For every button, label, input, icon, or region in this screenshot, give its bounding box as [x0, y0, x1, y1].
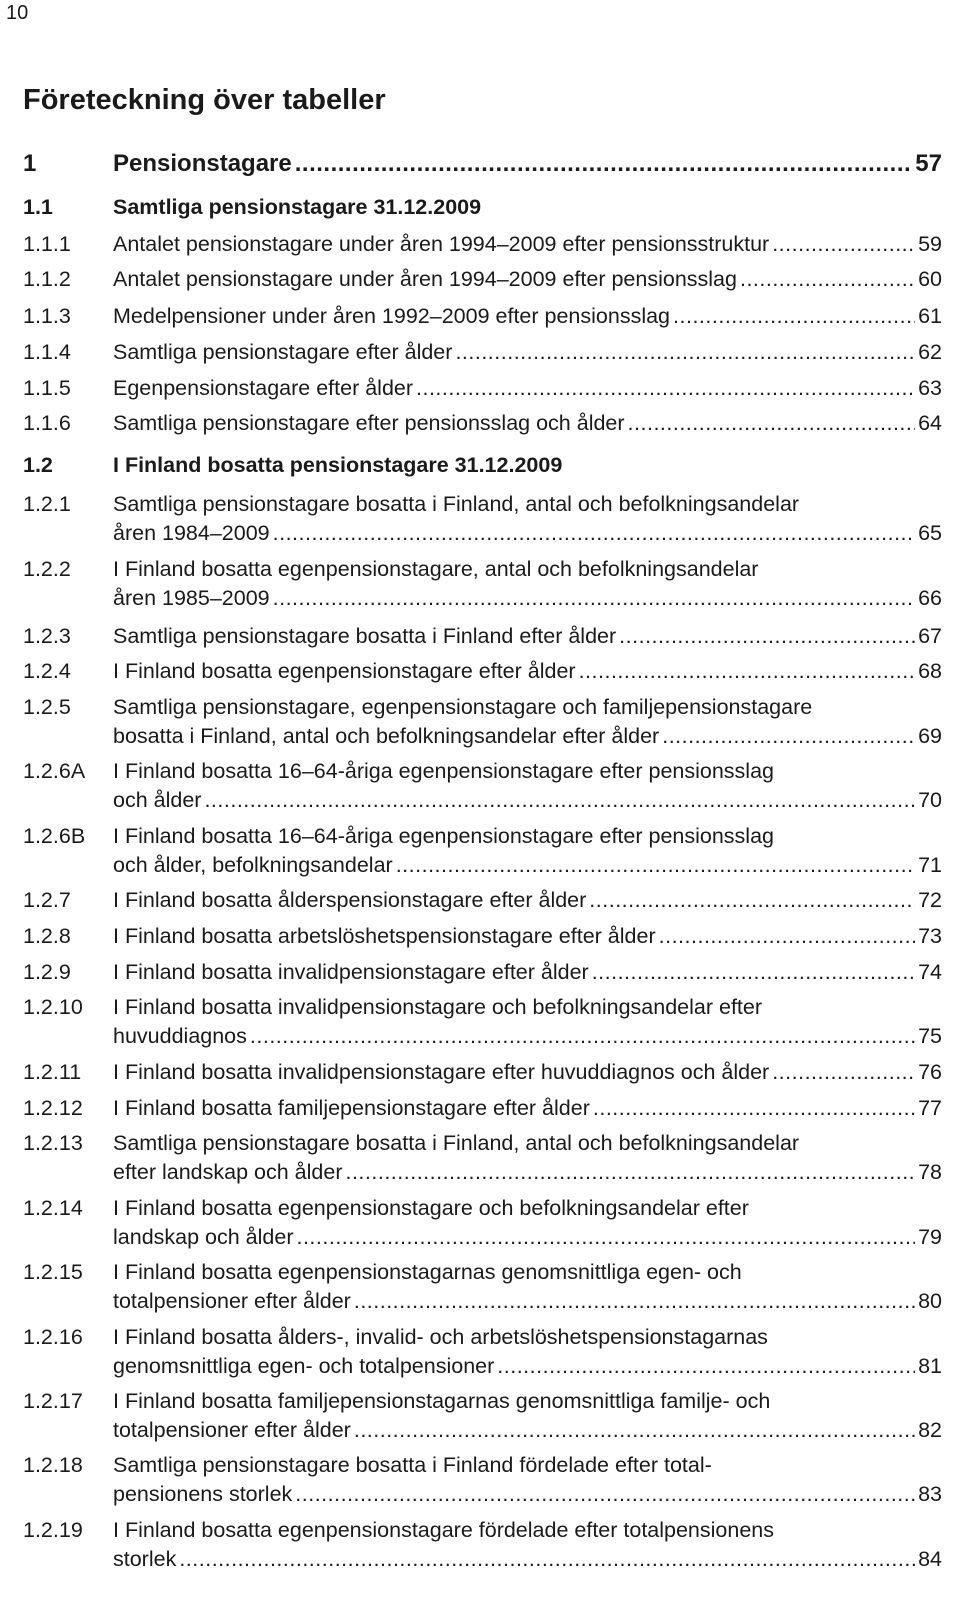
- page-title: Företeckning över tabeller: [23, 84, 386, 116]
- toc-entry-text: I Finland bosatta arbetslöshetspensionstagare efter ålder: [113, 924, 656, 948]
- dot-leader: [416, 374, 915, 403]
- dot-leader: [354, 1287, 915, 1316]
- toc-entry-text: Samtliga pensionstagare 31.12.2009: [113, 195, 482, 219]
- toc-entry-text: I Finland bosatta egenpensionstagarnas genomsnittliga egen- och: [113, 1260, 742, 1284]
- toc-entry-number: 1.2.9: [23, 960, 71, 984]
- dot-leader: [619, 622, 915, 651]
- toc-entry-page: 77: [918, 1096, 942, 1120]
- toc-entry-body: [113, 657, 942, 686]
- toc-entry-text: bosatta i Finland, antal och befolkningsandelar efter ålder: [113, 724, 660, 748]
- toc-entry-text: I Finland bosatta 16–64-åriga egenpensionstagare efter pensionsslag: [113, 824, 774, 848]
- toc-entry-number: 1.2.14: [23, 1196, 83, 1220]
- dot-leader: [592, 958, 915, 987]
- dot-leader: [579, 657, 916, 686]
- toc-entry-body: [113, 1258, 942, 1316]
- toc-entry-body: [113, 622, 942, 651]
- toc-entry-page: 60: [918, 267, 942, 291]
- toc-entry-number: 1.1.3: [23, 304, 71, 328]
- toc-entry-text: I Finland bosatta pensionstagare 31.12.2009: [113, 453, 563, 477]
- toc-entry-page: 71: [918, 853, 942, 877]
- toc-entry-text: huvuddiagnos: [113, 1024, 247, 1048]
- toc-entry-body: [113, 822, 942, 880]
- toc-entry-text: Samtliga pensionstagare efter ålder: [113, 340, 453, 364]
- toc-entry-number: 1.2.6A: [23, 759, 86, 783]
- toc-entry-number: 1: [23, 150, 37, 177]
- toc-entry-body: [113, 451, 942, 480]
- toc-entry-body: [113, 149, 942, 178]
- toc-entry-text: Samtliga pensionstagare bosatta i Finland fördelade efter total-: [113, 1453, 712, 1477]
- toc-entry-text: storlek: [113, 1547, 177, 1571]
- toc-entry-text: I Finland bosatta familjepensionstagarnas genomsnittliga familje- och: [113, 1389, 771, 1413]
- toc-entry-body: [113, 302, 942, 331]
- dot-leader: [659, 922, 915, 951]
- dot-leader: [740, 265, 915, 294]
- dot-leader: [204, 786, 915, 815]
- toc-entry-page: 65: [918, 521, 942, 545]
- toc-entry-number: 1.2.2: [23, 557, 71, 581]
- toc-entry-page: 66: [918, 586, 942, 610]
- toc-entry-page: 70: [918, 788, 942, 812]
- toc-entry-number: 1.2.3: [23, 624, 71, 648]
- toc-entry-page: 72: [918, 888, 942, 912]
- toc-entry-number: 1.2.19: [23, 1518, 83, 1542]
- toc-entry-body: [113, 1194, 942, 1252]
- toc-entry-text: pensionens storlek: [113, 1482, 293, 1506]
- toc-entry-text: efter landskap och ålder: [113, 1160, 343, 1184]
- toc-entry-page: 76: [918, 1060, 942, 1084]
- dot-leader: [354, 1416, 915, 1445]
- toc-entry-text: totalpensioner efter ålder: [113, 1289, 351, 1313]
- toc-entry-number: 1.2.12: [23, 1096, 83, 1120]
- toc-entry-body: [113, 1451, 942, 1509]
- toc-entry-page: 75: [918, 1024, 942, 1048]
- toc-entry-body: [113, 1387, 942, 1445]
- dot-leader: [593, 1094, 915, 1123]
- dot-leader: [273, 519, 915, 548]
- toc-entry-text: Antalet pensionstagare under åren 1994–2009 efter pensionsstruktur: [113, 232, 770, 256]
- toc-entry-text: genomsnittliga egen- och totalpensioner: [113, 1354, 495, 1378]
- toc-entry-page: 67: [918, 624, 942, 648]
- toc-entry-page: 62: [918, 340, 942, 364]
- toc-entry-text: I Finland bosatta egenpensionstagare efter ålder: [113, 659, 576, 683]
- dot-leader: [628, 409, 916, 438]
- toc-entry-text: totalpensioner efter ålder: [113, 1418, 351, 1442]
- toc-entry-text: I Finland bosatta ålders-, invalid- och arbetslöshetspensionstagarnas: [113, 1325, 768, 1349]
- toc-entry-page: 68: [918, 659, 942, 683]
- toc-entry-page: 64: [918, 411, 942, 435]
- toc-entry-number: 1.2.1: [23, 492, 71, 516]
- dot-leader: [296, 1223, 915, 1252]
- toc-entry-text: och ålder, befolkningsandelar: [113, 853, 393, 877]
- toc-entry-number: 1.1: [23, 195, 53, 219]
- dot-leader: [497, 1352, 915, 1381]
- toc-entry-text: I Finland bosatta egenpensionstagare, antal och befolkningsandelar: [113, 557, 759, 581]
- dot-leader: [662, 722, 915, 751]
- toc-entry-text: I Finland bosatta invalidpensionstagare efter ålder: [113, 960, 589, 984]
- toc-entry-text: I Finland bosatta 16–64-åriga egenpensionstagare efter pensionsslag: [113, 759, 774, 783]
- toc-entry-body: [113, 922, 942, 951]
- toc-entry-number: 1.2.11: [23, 1060, 82, 1084]
- toc-entry-page: 84: [918, 1547, 942, 1571]
- toc-entry-body: [113, 1323, 942, 1381]
- toc-entry-page: 57: [915, 150, 942, 177]
- dot-leader: [772, 1058, 915, 1087]
- toc-entry-body: [113, 1094, 942, 1123]
- toc-entry-page: 63: [918, 376, 942, 400]
- dot-leader: [273, 584, 915, 613]
- toc-entry-page: 69: [918, 724, 942, 748]
- toc-entry-text: Samtliga pensionstagare bosatta i Finland efter ålder: [113, 624, 617, 648]
- toc-entry-text: Medelpensioner under åren 1992–2009 efter pensionsslag: [113, 304, 671, 328]
- toc-entry-text: Egenpensionstagare efter ålder: [113, 376, 414, 400]
- toc-entry-number: 1.2.15: [23, 1260, 83, 1284]
- toc-entry-number: 1.2.4: [23, 659, 71, 683]
- toc-entry-body: [113, 1516, 942, 1574]
- toc-entry-body: [113, 757, 942, 815]
- toc-entry-page: 80: [918, 1289, 942, 1313]
- toc-entry-number: 1.1.5: [23, 376, 71, 400]
- toc-entry-number: 1.1.1: [23, 232, 71, 256]
- toc-entry-number: 1.2.10: [23, 995, 83, 1019]
- toc-entry-text: landskap och ålder: [113, 1225, 294, 1249]
- toc-entry-number: 1.2: [23, 453, 53, 477]
- toc-entry-text: åren 1985–2009: [113, 586, 270, 610]
- toc-entry-number: 1.2.16: [23, 1325, 83, 1349]
- toc-entry-number: 1.2.8: [23, 924, 71, 948]
- toc-entry-body: [113, 1129, 942, 1187]
- toc-entry-number: 1.2.7: [23, 888, 71, 912]
- dot-leader: [589, 886, 915, 915]
- toc-entry-body: [113, 693, 942, 751]
- toc-entry-text: Antalet pensionstagare under åren 1994–2009 efter pensionsslag: [113, 267, 737, 291]
- dot-leader: [295, 1480, 915, 1509]
- toc-entry-text: I Finland bosatta invalidpensionstagare efter huvuddiagnos och ålder: [113, 1060, 770, 1084]
- toc-entry-page: 79: [918, 1225, 942, 1249]
- toc-entry-number: 1.2.17: [23, 1389, 83, 1413]
- dot-leader: [345, 1158, 915, 1187]
- toc-entry-number: 1.2.6B: [23, 824, 86, 848]
- dot-leader: [455, 338, 915, 367]
- toc-entry-page: 81: [918, 1354, 942, 1378]
- toc-entry-body: [113, 555, 942, 613]
- toc-entry-text: Samtliga pensionstagare, egenpensionstagare och familjepensionstagare: [113, 695, 813, 719]
- toc-entry-text: och ålder: [113, 788, 202, 812]
- toc-entry-body: [113, 958, 942, 987]
- dot-leader: [772, 230, 915, 259]
- toc-entry-number: 1.1.6: [23, 411, 71, 435]
- dot-leader: [396, 851, 915, 880]
- toc-entry-page: 74: [918, 960, 942, 984]
- toc-entry-text: I Finland bosatta egenpensionstagare och befolkningsandelar efter: [113, 1196, 749, 1220]
- toc-entry-number: 1.1.2: [23, 267, 71, 291]
- dot-leader: [295, 149, 913, 178]
- toc-entry-body: [113, 886, 942, 915]
- toc-entry-page: 83: [918, 1482, 942, 1506]
- toc-entry-number: 1.2.13: [23, 1131, 83, 1155]
- toc-entry-number: 1.2.18: [23, 1453, 83, 1477]
- toc-entry-body: [113, 1058, 942, 1087]
- toc-entry-page: 73: [918, 924, 942, 948]
- toc-entry-body: [113, 265, 942, 294]
- toc-entry-body: [113, 490, 942, 548]
- toc-entry-body: [113, 409, 942, 438]
- toc-entry-page: 59: [918, 232, 942, 256]
- toc-entry-page: 82: [918, 1418, 942, 1442]
- page-number: 10: [6, 2, 29, 24]
- toc-entry-text: I Finland bosatta invalidpensionstagare och befolkningsandelar efter: [113, 995, 763, 1019]
- dot-leader: [250, 1022, 915, 1051]
- toc-entry-text: Samtliga pensionstagare bosatta i Finland, antal och befolkningsandelar: [113, 492, 800, 516]
- toc-entry-number: 1.2.5: [23, 695, 71, 719]
- toc-entry-page: 78: [918, 1160, 942, 1184]
- toc-entry-text: Samtliga pensionstagare bosatta i Finland, antal och befolkningsandelar: [113, 1131, 800, 1155]
- dot-leader: [673, 302, 915, 331]
- toc-entry-text: Pensionstagare: [113, 150, 292, 177]
- toc-entry-text: I Finland bosatta familjepensionstagare efter ålder: [113, 1096, 590, 1120]
- toc-entry-body: [113, 374, 942, 403]
- toc-entry-text: Samtliga pensionstagare efter pensionsslag och ålder: [113, 411, 625, 435]
- toc-entry-number: 1.1.4: [23, 340, 71, 364]
- toc-entry-page: 61: [918, 304, 942, 328]
- toc-entry-body: [113, 193, 942, 222]
- toc-entry-body: [113, 993, 942, 1051]
- toc-entry-text: åren 1984–2009: [113, 521, 270, 545]
- dot-leader: [179, 1545, 915, 1574]
- toc-entry-body: [113, 338, 942, 367]
- toc-entry-text: I Finland bosatta egenpensionstagare fördelade efter totalpensionens: [113, 1518, 774, 1542]
- toc-entry-text: I Finland bosatta ålderspensionstagare efter ålder: [113, 888, 587, 912]
- toc-entry-body: [113, 230, 942, 259]
